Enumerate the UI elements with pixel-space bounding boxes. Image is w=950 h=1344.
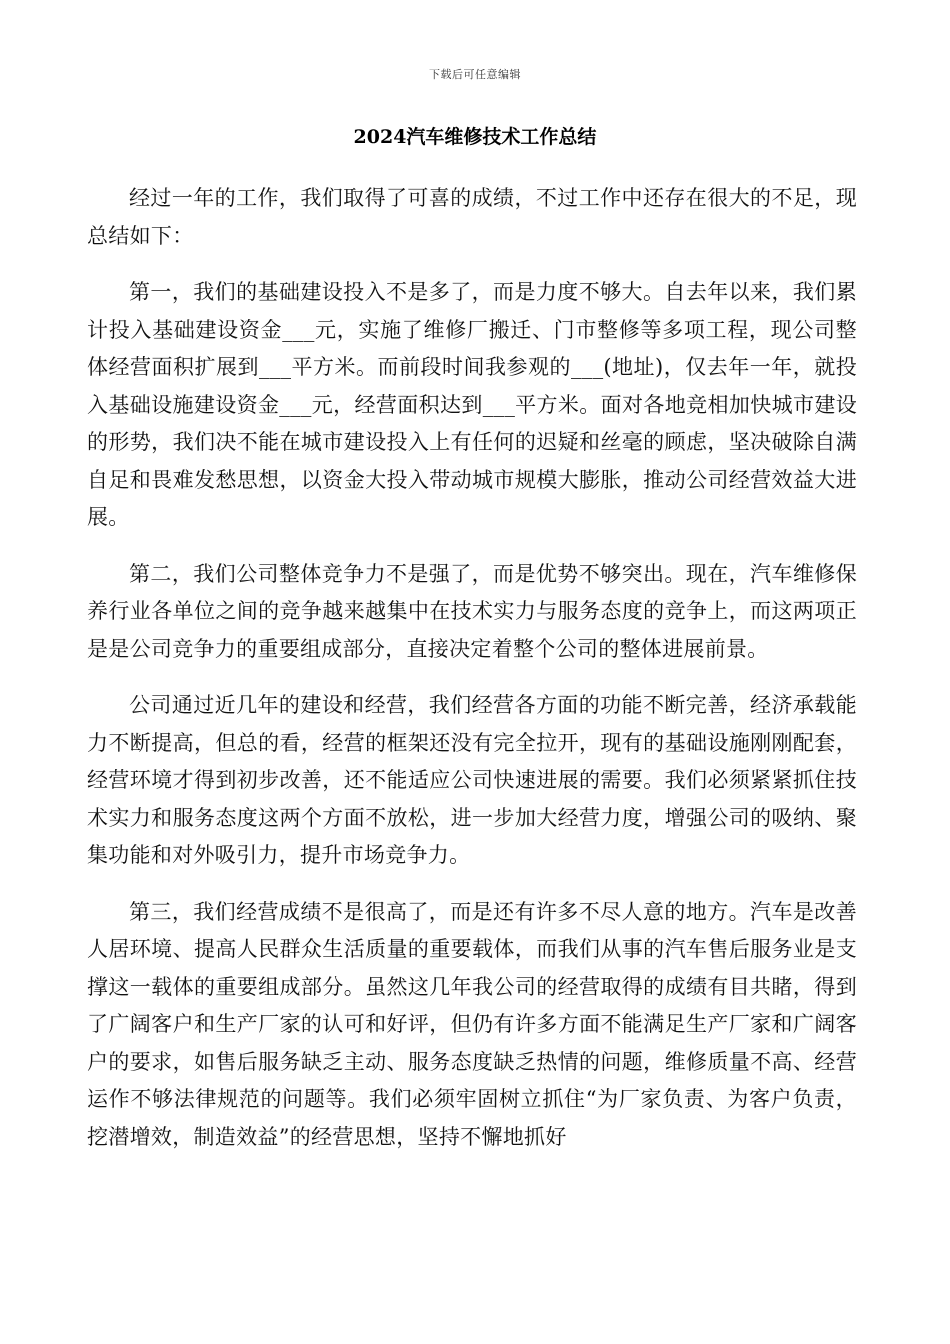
paragraph-second-point: 第二，我们公司整体竞争力不是强了，而是优势不够突出。现在，汽车维修保养行业各单位之间的竞争越来越集中在技术实力与服务态度的竞争上，而这两项正是是公司竞争力的重要组成部分，直接决定着整个公司的整体进展前景。 [87, 561, 857, 661]
paragraph-intro: 经过一年的工作，我们取得了可喜的成绩，不过工作中还存在很大的不足，现总结如下： [87, 186, 857, 248]
paragraph-company-development: 公司通过近几年的建设和经营，我们经营各方面的功能不断完善，经济承载能力不断提高，但总的看，经营的框架还没有完全拉开，现有的基础设施刚刚配套，经营环境才得到初步改善，还不能适应公司快速进展的需要。我们必须紧紧抓住技术实力和服务态度这两个方面不放松，进一步加大经营力度，增强公司的吸纳、聚集功能和对外吸引力，提升市场竞争力。 [87, 693, 857, 867]
paragraph-first-point: 第一，我们的基础建设投入不是多了，而是力度不够大。自去年以来，我们累计投入基础建设资金___元，实施了维修厂搬迁、门市整修等多项工程，现公司整体经营面积扩展到___平方米。而前段时间我参观的___(地址)，仅去年一年，就投入基础设施建设资金___元，经营面积达到___平方米。面对各地竞相加快城市建设的形势，我们决不能在城市建设投入上有任何的迟疑和丝毫的顾虑，坚决破除自满自足和畏难发愁思想，以资金大投入带动城市规模大膨胀，推动公司经营效益大进展。 [87, 280, 857, 529]
paragraph-third-point: 第三，我们经营成绩不是很高了，而是还有许多不尽人意的地方。汽车是改善人居环境、提高人民群众生活质量的重要载体，而我们从事的汽车售后服务业是支撑这一载体的重要组成部分。虽然这几年我公司的经营取得的成绩有目共睹，得到了广阔客户和生产厂家的认可和好评，但仍有许多方面不能满足生产厂家和广阔客户的要求，如售后服务缺乏主动、服务态度缺乏热情的问题，维修质量不高、经营运作不够法律规范的问题等。我们必须牢固树立抓住“为厂家负责、为客户负责，挖潜增效，制造效益”的经营思想，坚持不懈地抓好 [87, 899, 857, 1149]
header-note: 下载后可任意编辑 [429, 68, 521, 81]
document-title: 2024汽车维修技术工作总结 [353, 126, 597, 148]
document-body [87, 180, 857, 1175]
